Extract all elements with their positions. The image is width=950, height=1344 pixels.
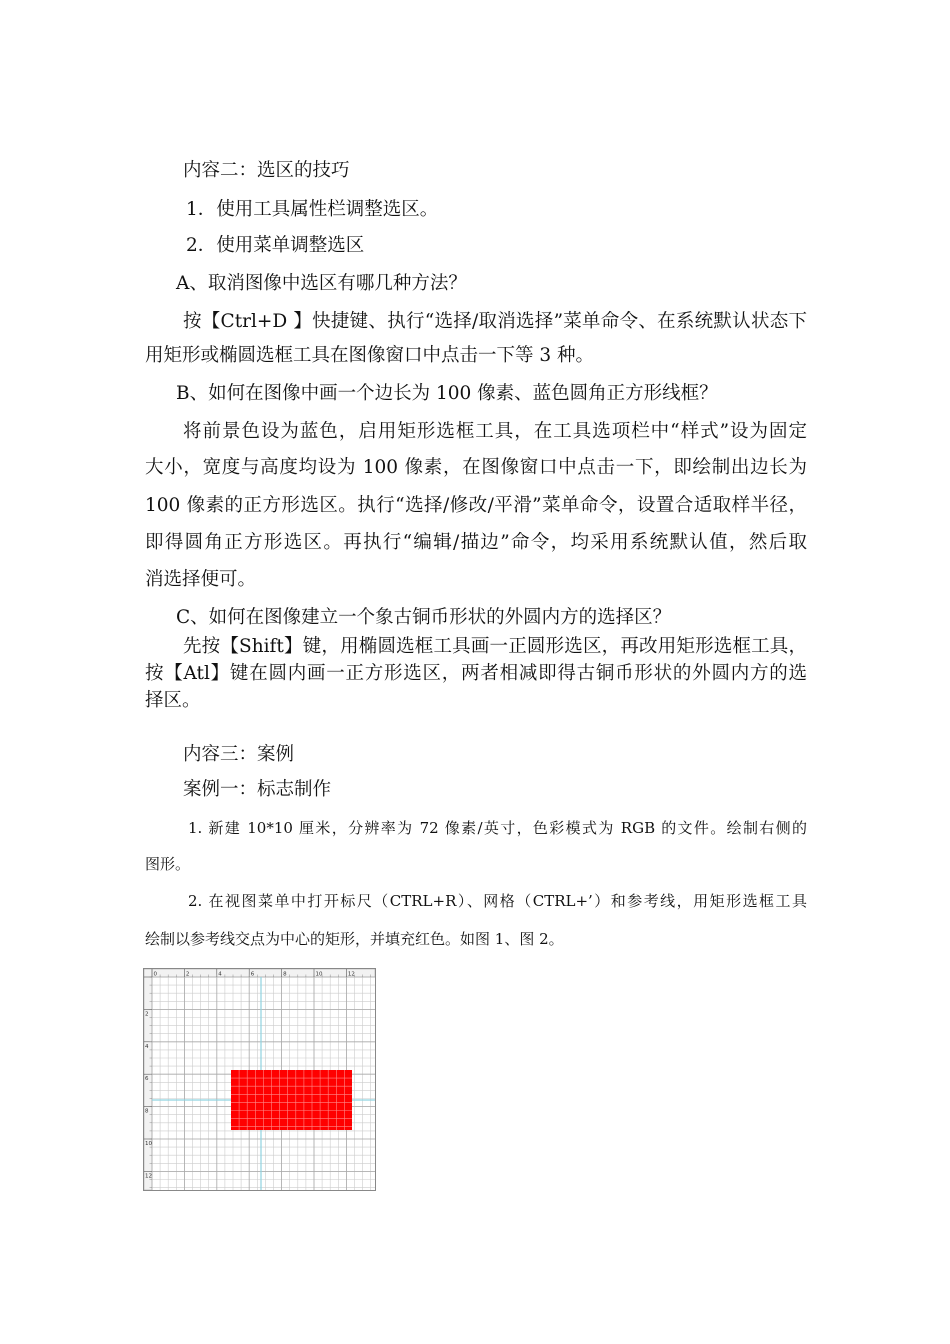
answer-b-line2: 大小，宽度与高度均设为 100 像素，在图像窗口中点击一下，即绘制出边长为 bbox=[145, 457, 807, 478]
answer-c-line3: 择区。 bbox=[145, 690, 201, 711]
left-ruler-label: 6 bbox=[145, 1076, 149, 1083]
step1-line2: 图形。 bbox=[145, 855, 191, 873]
top-ruler-label: 4 bbox=[218, 971, 222, 978]
answer-a-line1: 按【Ctrl+D 】快捷键、执行“选择/取消选择”菜单命令、在系统默认状态下 bbox=[183, 311, 807, 332]
answer-c-line1: 先按【Shift】键，用椭圆选框工具画一正圆形选区，再改用矩形选框工具， bbox=[183, 636, 807, 657]
top-ruler-label: 10 bbox=[315, 971, 323, 978]
left-ruler-label: 10 bbox=[145, 1141, 152, 1147]
question-b: B、如何在图像中画一个边长为 100 像素、蓝色圆角正方形线框？ bbox=[176, 383, 718, 404]
grid-canvas bbox=[144, 969, 375, 1190]
section3-heading: 内容三：案例 bbox=[183, 744, 295, 765]
left-ruler-label: 8 bbox=[145, 1108, 149, 1115]
answer-a-line2: 用矩形或椭圆选框工具在图像窗口中点击一下等 3 种。 bbox=[145, 345, 595, 366]
top-ruler-label: 12 bbox=[347, 971, 355, 978]
top-ruler-label: 8 bbox=[283, 971, 287, 978]
red-rectangle bbox=[231, 1070, 352, 1130]
top-ruler-label: 6 bbox=[250, 971, 255, 978]
case1-title: 案例一：标志制作 bbox=[183, 779, 332, 800]
answer-c-line2: 按【Atl】键在圆内画一正方形选区，两者相减即得古铜币形状的外圆内方的选 bbox=[145, 663, 807, 684]
top-ruler-label: 0 bbox=[153, 971, 157, 978]
left-ruler-label: 2 bbox=[145, 1011, 149, 1018]
answer-b-line1: 将前景色设为蓝色，启用矩形选框工具，在工具选项栏中“样式”设为固定 bbox=[183, 421, 807, 442]
step1-line1: 1. 新建 10*10 厘米，分辨率为 72 像素/英寸，色彩模式为 RGB 的文件。绘制右侧的 bbox=[188, 819, 807, 837]
section2-item2: 2．使用菜单调整选区 bbox=[186, 235, 365, 256]
question-c: C、如何在图像建立一个象古铜币形状的外圆内方的选择区？ bbox=[176, 607, 672, 628]
section2-heading: 内容二：选区的技巧 bbox=[183, 160, 350, 181]
section2-item1: 1．使用工具属性栏调整选区。 bbox=[186, 199, 439, 220]
step2-line2: 绘制以参考线交点为中心的矩形，并填充红色。如图 1、图 2。 bbox=[145, 930, 564, 948]
answer-b-line4: 即得圆角正方形选区。再执行“编辑/描边”命令，均采用系统默认值，然后取 bbox=[145, 532, 807, 553]
step2-line1: 2. 在视图菜单中打开标尺（CTRL+R）、网格（CTRL+’）和参考线，用矩形选框工具 bbox=[188, 892, 807, 910]
left-ruler-label: 12 bbox=[145, 1173, 152, 1180]
left-ruler-label: 4 bbox=[145, 1043, 149, 1050]
grid-figure bbox=[143, 968, 376, 1191]
question-a: A、取消图像中选区有哪几种方法？ bbox=[176, 273, 467, 294]
top-ruler-label: 2 bbox=[185, 971, 190, 978]
answer-b-line3: 100 像素的正方形选区。执行“选择/修改/平滑”菜单命令，设置合适取样半径， bbox=[145, 495, 807, 516]
top-ruler bbox=[144, 969, 375, 977]
answer-b-line5: 消选择便可。 bbox=[145, 569, 257, 590]
